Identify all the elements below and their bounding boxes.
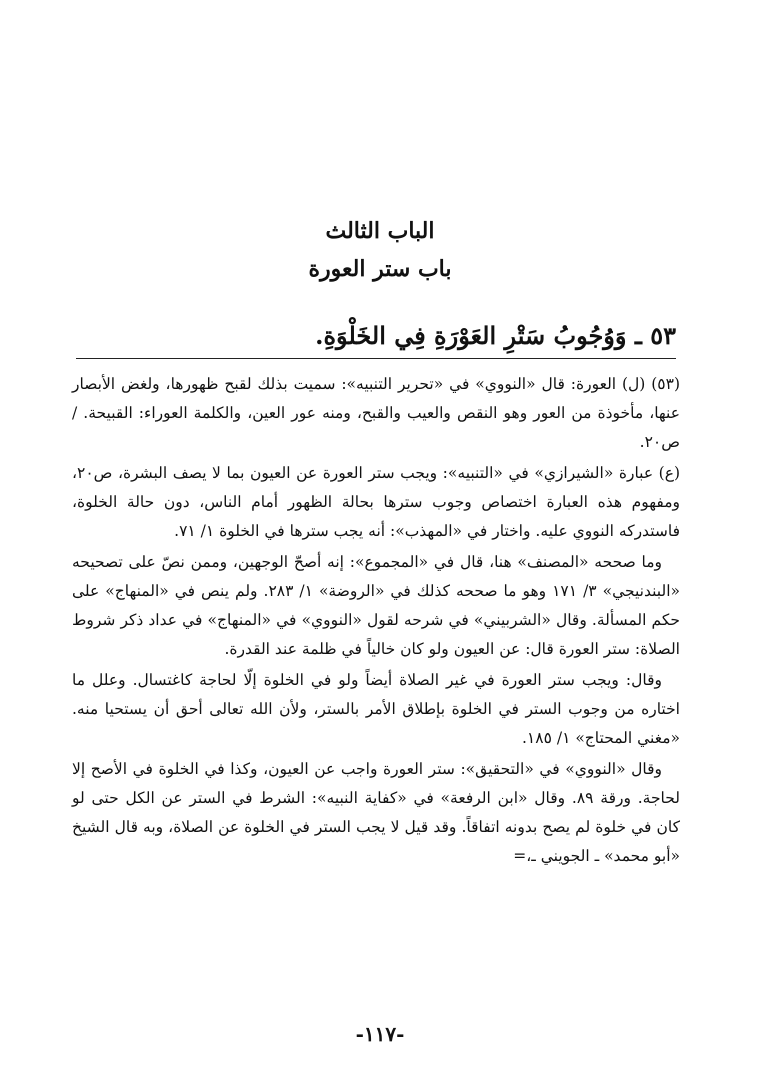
page-number: -١١٧- xyxy=(355,1022,405,1046)
chapter-subtitle: باب ستر العورة xyxy=(308,256,452,282)
paragraph-shirazi: (ع) عبارة «الشيرازي» في «التنبيه»: ويجب ستر العورة عن العيون بما لا يصف البشرة، ص٢٠، ومفهوم هذه العبارة اختصاص وجوب سترها بحالة الظهور أمام الناس، دون حالة الخلوة، فاستدركه النووي عليه. واختار في «المهذب»: أنه يجب سترها في الخلوة ١/ ٧١. xyxy=(72,464,680,540)
commentary-body xyxy=(72,370,680,873)
paragraph-definition: (٥٣) (ل) العورة: قال «النووي» في «تحرير التنبيه»: سميت بذلك لقبح ظهورها، ولغض الأبصار عنها، مأخوذة من العور وهو النقص والعيب والقبح، ومنه عور العين، والكلمة العوراء: القبيحة. /ص٢٠. xyxy=(72,375,680,451)
paragraph-qala: وقال: ويجب ستر العورة في غير الصلاة أيضاً ولو في الخلوة إلّا لحاجة كاغتسال. وعلل ما اختاره من وجوب الستر في الخلوة بإطلاق الأمر بالستر، ولأن الله تعالى أحق أن يستحيا منه. «مغني المحتاج» ١/ ١٨٥. xyxy=(72,671,680,747)
chapter-title: الباب الثالث xyxy=(325,218,435,244)
section-heading: ٥٣ ـ وَوُجُوبُ سَتْرِ العَوْرَةِ فِي الخَلْوَةِ. xyxy=(76,318,676,359)
chapter-titles xyxy=(0,212,760,288)
paragraph-tahqiq: وقال «النووي» في «التحقيق»: ستر العورة واجب عن العيون، وكذا في الخلوة في الأصح إلا لحاجة. ورقة ٨٩. وقال «ابن الرفعة» في «كفاية النبيه»: الشرط في الستر عن الكل حتى لو كان في خلوة لم يصح بدونه اتفاقاً. وقد قيل لا يجب الستر في الخلوة عن الصلاة، وبه قال الشيخ «أبو محمد» ـ الجويني ـ،= xyxy=(72,760,680,865)
paragraph-musannaf: وما صححه «المصنف» هنا، قال في «المجموع»: إنه أصحّ الوجهين، وممن نصّ على تصحيحه «البندنيجي» ٣/ ١٧١ وهو ما صححه كذلك في «الروضة» ١/ ٢٨٣. ولم ينص في «المنهاج» على حكم المسألة. وقال «الشربيني» في شرحه لقول «النووي» في «المنهاج» في عداد ذكر شروط الصلاة: ستر العورة قال: عن العيون ولو كان خالياً في ظلمة عند القدرة. xyxy=(72,553,681,658)
